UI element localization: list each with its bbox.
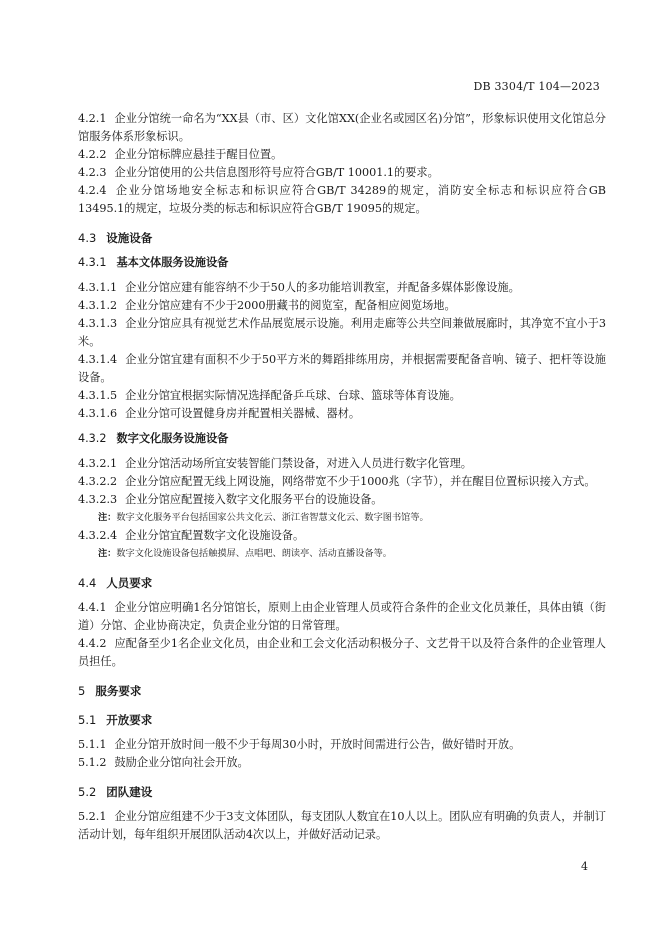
clause bbox=[78, 527, 606, 545]
clause-number: 4.3.2.3 bbox=[78, 493, 118, 506]
clause-number: 4.3.2.4 bbox=[78, 529, 118, 542]
document-body bbox=[78, 110, 606, 844]
clause-number: 4.4 bbox=[78, 576, 97, 590]
clause bbox=[78, 297, 606, 315]
clause bbox=[78, 808, 606, 844]
spacer bbox=[78, 772, 606, 783]
spacer bbox=[78, 423, 606, 430]
clause-number: 4.2.3 bbox=[78, 166, 107, 179]
clause-number: 5.2.1 bbox=[78, 810, 107, 823]
heading-text: 人员要求 bbox=[106, 576, 153, 590]
clause-text: 企业分馆应建有不少于2000册藏书的阅览室，配备相应阅览场地。 bbox=[125, 299, 456, 312]
clause-number: 4.3.1.1 bbox=[78, 281, 118, 294]
clause-number: 4.3.1.3 bbox=[78, 317, 118, 330]
clause-number: 4.3.1.5 bbox=[78, 389, 118, 402]
clause bbox=[78, 182, 606, 218]
clause-number: 4.2.1 bbox=[78, 112, 107, 125]
heading-text: 团队建设 bbox=[106, 785, 153, 799]
spacer bbox=[78, 563, 606, 574]
note-label: 注： bbox=[98, 548, 117, 559]
heading-text: 数字文化服务设施设备 bbox=[116, 432, 229, 445]
section-heading bbox=[78, 783, 606, 801]
document-code: DB 3304/T 104—2023 bbox=[473, 80, 600, 93]
clause-number: 4.3.1.4 bbox=[78, 353, 118, 366]
clause-number: 4.4.2 bbox=[78, 637, 107, 650]
heading-text: 设施设备 bbox=[106, 231, 153, 245]
clause-text: 企业分馆活动场所宜安装智能门禁设备，对进入人员进行数字化管理。 bbox=[125, 457, 472, 470]
clause bbox=[78, 164, 606, 182]
note-text: 数字文化设施设备包括触摸屏、点唱吧、朗读亭、活动直播设备等。 bbox=[116, 548, 392, 559]
clause bbox=[78, 754, 606, 772]
clause bbox=[78, 110, 606, 146]
clause-text: 企业分馆统一命名为“XX县（市、区）文化馆XX(企业名或园区名)分馆”，形象标识使用文化馆总分馆服务体系形象标识。 bbox=[78, 112, 606, 143]
spacer bbox=[78, 218, 606, 229]
note bbox=[78, 509, 606, 527]
clause-text: 企业分馆应明确1名分馆馆长，原则上由企业管理人员或符合条件的企业文化员兼任，具体由镇（街道）分馆、企业协商决定，负责企业分馆的日常管理。 bbox=[78, 601, 606, 632]
note-label: 注： bbox=[98, 512, 117, 523]
section-heading bbox=[78, 574, 606, 592]
section-heading bbox=[78, 682, 606, 700]
clause bbox=[78, 736, 606, 754]
clause bbox=[78, 351, 606, 387]
clause-text: 企业分馆应具有视觉艺术作品展览展示设施。利用走廊等公共空间兼做展廊时，其净宽不宜小于3米。 bbox=[78, 317, 606, 348]
clause-number: 5.2 bbox=[78, 785, 97, 799]
note-text: 数字文化服务平台包括国家公共文化云、浙江省智慧文化云、数字图书馆等。 bbox=[116, 512, 429, 523]
clause-text: 企业分馆应组建不少于3支文体团队，每支团队人数宜在10人以上。团队应有明确的负责人，并制订活动计划，每年组织开展团队活动4次以上，并做好活动记录。 bbox=[78, 810, 606, 841]
clause-number: 4.2.4 bbox=[78, 184, 107, 197]
spacer bbox=[78, 272, 606, 279]
clause bbox=[78, 599, 606, 635]
clause-number: 4.2.2 bbox=[78, 148, 107, 161]
clause-text: 企业分馆宜建有面积不少于50平方米的舞蹈排练用房，并根据需要配备音响、镜子、把杆等设施设备。 bbox=[78, 353, 606, 384]
clause-text: 企业分馆应配置接入数字文化服务平台的设施设备。 bbox=[125, 493, 383, 506]
page-number: 4 bbox=[581, 860, 588, 873]
clause bbox=[78, 387, 606, 405]
spacer bbox=[78, 729, 606, 736]
spacer bbox=[78, 671, 606, 682]
clause bbox=[78, 473, 606, 491]
section-heading bbox=[78, 430, 606, 448]
clause-text: 企业分馆宜配置数字文化设施设备。 bbox=[125, 529, 305, 542]
clause bbox=[78, 315, 606, 351]
clause-number: 4.3.2 bbox=[78, 432, 107, 445]
clause-number: 4.3.1 bbox=[78, 256, 107, 269]
clause-number: 4.3.2.1 bbox=[78, 457, 118, 470]
clause-text: 企业分馆场地安全标志和标识应符合GB/T 34289的规定，消防安全标志和标识应符合GB 13495.1的规定，垃圾分类的标志和标识应符合GB/T 19095的规定。 bbox=[78, 184, 606, 215]
clause-text: 企业分馆标牌应悬挂于醒目位置。 bbox=[114, 148, 283, 161]
spacer bbox=[78, 801, 606, 808]
clause-number: 5.1 bbox=[78, 713, 97, 727]
clause bbox=[78, 146, 606, 164]
spacer bbox=[78, 592, 606, 599]
heading-text: 基本文体服务设施设备 bbox=[116, 256, 229, 269]
section-heading bbox=[78, 254, 606, 272]
clause-number: 4.3.2.2 bbox=[78, 475, 118, 488]
clause-text: 企业分馆使用的公共信息图形符号应符合GB/T 10001.1的要求。 bbox=[114, 166, 439, 179]
section-heading bbox=[78, 229, 606, 247]
clause bbox=[78, 491, 606, 509]
clause-number: 5 bbox=[78, 684, 86, 698]
clause-text: 企业分馆应建有能容纳不少于50人的多功能培训教室，并配备多媒体影像设施。 bbox=[125, 281, 520, 294]
clause-text: 企业分馆应配置无线上网设施，网络带宽不少于1000兆（字节），并在醒目位置标识接入方式。 bbox=[125, 475, 596, 488]
clause bbox=[78, 635, 606, 671]
heading-text: 开放要求 bbox=[106, 713, 153, 727]
clause bbox=[78, 279, 606, 297]
clause-text: 鼓励企业分馆向社会开放。 bbox=[114, 756, 249, 769]
spacer bbox=[78, 448, 606, 455]
clause bbox=[78, 405, 606, 423]
clause-number: 5.1.1 bbox=[78, 738, 107, 751]
clause-text: 企业分馆开放时间一般不少于每周30小时，开放时间需进行公告，做好错时开放。 bbox=[114, 738, 521, 751]
clause-number: 4.3.1.6 bbox=[78, 407, 118, 420]
spacer bbox=[78, 247, 606, 254]
clause-text: 应配备至少1名企业文化员，由企业和工会文化活动积极分子、文艺骨干以及符合条件的企业管理人员担任。 bbox=[78, 637, 606, 668]
note bbox=[78, 545, 606, 563]
heading-text: 服务要求 bbox=[95, 684, 142, 698]
spacer bbox=[78, 700, 606, 711]
clause-text: 企业分馆可设置健身房并配置相关器械、器材。 bbox=[125, 407, 361, 420]
clause-text: 企业分馆宜根据实际情况选择配备乒乓球、台球、篮球等体育设施。 bbox=[125, 389, 461, 402]
clause-number: 4.4.1 bbox=[78, 601, 107, 614]
section-heading bbox=[78, 711, 606, 729]
clause-number: 4.3.1.2 bbox=[78, 299, 118, 312]
clause-number: 4.3 bbox=[78, 231, 97, 245]
clause bbox=[78, 455, 606, 473]
clause-number: 5.1.2 bbox=[78, 756, 107, 769]
